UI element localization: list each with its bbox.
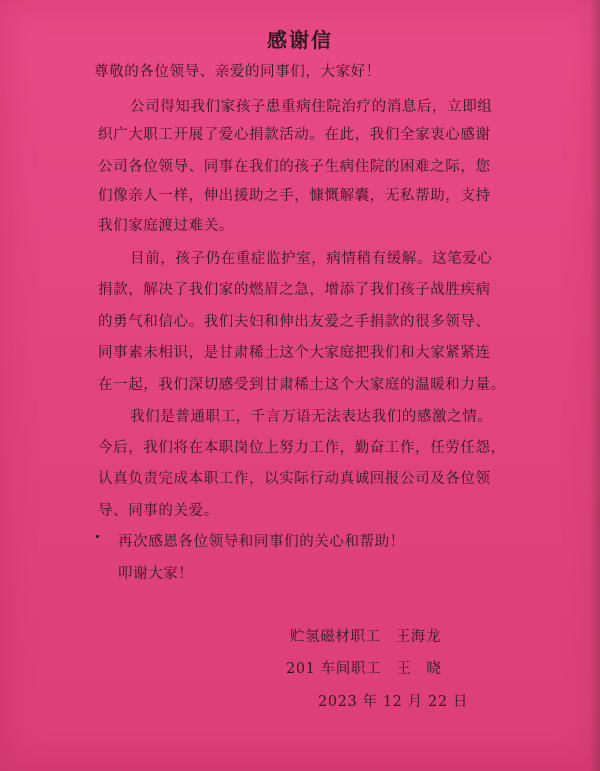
paragraph-3-line-2: 今后，我们将在本职岗位上努力工作，勤奋工作，任劳任怨， — [98, 440, 506, 456]
paragraph-1-line-3: 公司各位领导、同事在我们的孩子生病住院的困难之际，您 — [98, 159, 491, 175]
letter-title: 感谢信 — [267, 28, 333, 52]
paragraph-2-line-1: 目前，孩子仍在重症监护室，病情稍有缓解。这笔爱心 — [130, 251, 493, 267]
paragraph-3-line-1: 我们是普通职工，千言万语无法表达我们的感激之情。 — [130, 409, 493, 425]
signature-line-1: 贮氢磁材职工 王海龙 — [290, 629, 441, 645]
stray-mark — [96, 535, 99, 538]
paragraph-3-line-3: 认真负责完成本职工作，以实际行动真诚回报公司及各位领 — [98, 471, 491, 487]
paragraph-1-line-4: 们像亲人一样，伸出援助之手，慷慨解囊，无私帮助，支持 — [98, 188, 491, 204]
closing-thanks: 再次感恩各位领导和同事们的关心和帮助！ — [118, 534, 405, 550]
paper-edge-shadow — [590, 0, 600, 771]
salutation: 尊敬的各位领导、亲爱的同事们，大家好！ — [94, 64, 381, 80]
paragraph-1-line-2: 织广大职工开展了爱心捐款活动。在此，我们全家衷心感谢 — [98, 127, 491, 143]
paragraph-2-line-2: 捐款，解决了我们家的燃眉之急，增添了我们孩子战胜疾病 — [98, 282, 491, 298]
paragraph-2-line-3: 的勇气和信心。我们夫妇和伸出友爱之手捐款的很多领导、 — [98, 314, 491, 330]
paragraph-2-line-5: 在一起，我们深切感受到甘肃稀土这个大家庭的温暖和力量。 — [98, 377, 506, 393]
signature-line-2: 201 车间职工 王 晓 — [286, 661, 442, 677]
paragraph-1-line-5: 我们家庭渡过难关。 — [98, 218, 234, 234]
signature-date: 2023 年 12 月 22 日 — [318, 694, 468, 710]
paragraph-1-line-1: 公司得知我们家孩子患重病住院治疗的消息后，立即组 — [130, 99, 493, 115]
paragraph-3-line-4: 导、同事的关爱。 — [98, 503, 219, 519]
closing-bow: 叩谢大家！ — [118, 566, 194, 582]
paragraph-2-line-4: 同事素未相识，是甘肃稀土这个大家庭把我们和大家紧紧连 — [98, 345, 491, 361]
